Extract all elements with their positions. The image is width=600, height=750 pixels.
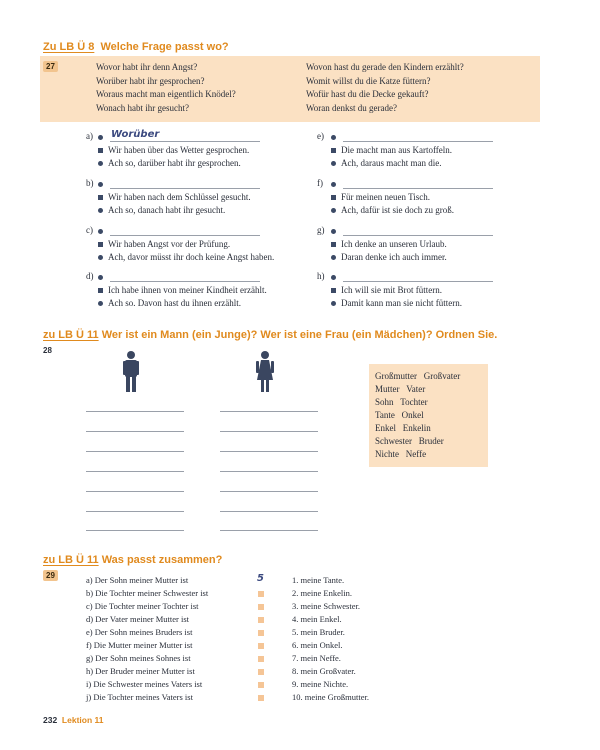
circle-text: Ach so, danach habt ihr gesucht. [108,205,226,215]
word-row [375,436,444,446]
word: Großvater [423,371,461,381]
circle-bullet-icon [331,301,336,306]
phrase: b) Die Tochter meiner Schwester ist [86,588,209,598]
ex29-title: Was passt zusammen? [101,554,223,566]
option: 3. meine Schwester. [292,601,360,611]
option: 7. mein Neffe. [292,653,341,663]
square-line [331,284,442,296]
square-line [331,144,452,156]
circle-line [331,251,447,263]
word: Vater [406,384,426,394]
circle-line [331,297,462,309]
square-text: Die macht man aus Kartoffeln. [341,145,453,155]
square-bullet-icon [331,148,336,153]
woman-answer-line[interactable] [220,451,318,452]
ex29-number-badge: 29 [43,570,58,581]
answer-box[interactable] [258,656,264,662]
woman-answer-line[interactable] [220,411,318,412]
circle-bullet-icon [331,182,336,187]
item-letter: c) [86,225,93,235]
answer-line[interactable] [343,188,493,189]
circle-text: Ach, dafür ist sie doch zu groß. [341,205,454,215]
ex29-header [43,554,222,566]
woman-answer-line[interactable] [220,491,318,492]
item-letter: e) [317,131,324,141]
question: Wonach habt ihr gesucht? [96,102,189,113]
square-line [98,284,267,296]
item-letter: g) [317,225,325,235]
circle-bullet-icon [98,275,103,280]
man-answer-line[interactable] [86,530,184,531]
man-answer-line[interactable] [86,511,184,512]
question: Wofür hast du die Decke gekauft? [306,89,429,99]
circle-bullet-icon [98,182,103,187]
ex27-questions-right [306,61,464,115]
square-text: Wir haben Angst vor der Prüfung. [108,239,231,249]
ex28-ref: zu LB Ü 11 [43,329,99,341]
item-letter: f) [317,178,323,188]
option: 6. mein Onkel. [292,640,343,650]
circle-bullet-icon [98,135,103,140]
phrase: c) Die Tochter meiner Tochter ist [86,601,199,611]
circle-text: Ach so, darüber habt ihr gesprochen. [108,158,241,168]
phrase: f) Die Mutter meiner Mutter ist [86,640,193,650]
ex28-title: Wer ist ein Mann (ein Junge)? Wer ist eine Frau (ein Mädchen)? Ordnen Sie. [101,329,498,341]
circle-line [331,157,441,169]
question: Woraus macht man eigentlich Knödel? [96,89,236,99]
square-bullet-icon [331,288,336,293]
word: Großmutter [375,371,417,381]
woman-answer-line[interactable] [220,431,318,432]
option: 9. meine Nichte. [292,679,349,689]
answer-box[interactable] [258,630,264,636]
answer-line[interactable] [343,281,493,282]
square-text: Ich denke an unseren Urlaub. [341,239,447,249]
lesson-label: Lektion 11 [61,715,104,725]
circle-bullet-icon [98,161,103,166]
circle-bullet-icon [331,229,336,234]
word-row [375,449,426,459]
circle-bullet-icon [98,208,103,213]
phrase: g) Der Sohn meines Sohnes ist [86,653,191,663]
answer-line[interactable] [343,141,493,142]
square-bullet-icon [331,195,336,200]
woman-answer-line[interactable] [220,471,318,472]
square-bullet-icon [98,242,103,247]
phrase: j) Die Tochter meines Vaters ist [86,692,193,702]
square-bullet-icon [98,288,103,293]
word: Neffe [405,449,427,459]
word: Tante [375,410,395,420]
ex27-ref: Zu LB Ü 8 [43,41,95,53]
square-line [331,191,430,203]
answer-line[interactable] [110,281,260,282]
word: Onkel [401,410,424,420]
square-line [331,238,447,250]
square-bullet-icon [98,148,103,153]
phrase: d) Der Vater meiner Mutter ist [86,614,189,624]
option: 5. mein Bruder. [292,627,345,637]
ex29-ref: zu LB Ü 11 [43,554,99,566]
word: Enkelin [402,423,431,433]
word: Mutter [375,384,400,394]
word-row [375,384,425,394]
square-text: Für meinen neuen Tisch. [341,192,430,202]
circle-bullet-icon [98,255,103,260]
square-line [98,191,251,203]
man-figure-icon [120,350,142,394]
circle-bullet-icon [331,161,336,166]
item-letter: a) [86,131,93,141]
phrase: h) Der Bruder meiner Mutter ist [86,666,195,676]
answer-line[interactable] [110,188,260,189]
answer-line[interactable] [343,235,493,236]
circle-bullet-icon [331,135,336,140]
woman-answer-line[interactable] [220,530,318,531]
square-text: Wir haben nach dem Schlüssel gesucht. [108,192,251,202]
option: 4. mein Enkel. [292,614,342,624]
question: Womit willst du die Katze füttern? [306,75,431,86]
question: Wovor habt ihr denn Angst? [96,62,198,72]
ex28-number: 28 [43,346,52,355]
ex27-questions-left [96,61,236,115]
item-letter: b) [86,178,94,188]
circle-bullet-icon [331,208,336,213]
word-row [375,397,428,407]
question: Wovon hast du gerade den Kindern erzählt? [306,62,464,72]
page-number: 232 [43,715,58,725]
word: Bruder [418,436,444,446]
word: Tochter [400,397,428,407]
answer-line[interactable] [110,235,260,236]
circle-line [98,297,241,309]
circle-text: Ach so. Davon hast du ihnen erzählt. [108,298,241,308]
phrase: a) Der Sohn meiner Mutter ist [86,575,189,585]
circle-text: Ach, davor müsst ihr doch keine Angst haben. [108,252,275,262]
answer-box[interactable] [258,682,264,688]
square-text: Wir haben über das Wetter gesprochen. [108,145,250,155]
option: 10. meine Großmutter. [292,692,369,702]
ex28-header [43,329,497,341]
ex27-number-badge: 27 [43,61,58,72]
square-bullet-icon [331,242,336,247]
square-text: Ich will sie mit Brot füttern. [341,285,442,295]
circle-text: Daran denke ich auch immer. [341,252,447,262]
answer-box[interactable] [258,643,264,649]
woman-figure-icon [254,350,276,394]
circle-line [98,157,241,169]
man-answer-line[interactable] [86,411,184,412]
square-bullet-icon [98,195,103,200]
answer-box[interactable] [258,591,264,597]
ex27-title: Welche Frage passt wo? [100,41,229,53]
square-line [98,238,230,250]
item-letter: d) [86,271,94,281]
word-row [375,371,460,381]
phrase: e) Der Sohn meines Bruders ist [86,627,193,637]
circle-bullet-icon [98,229,103,234]
answer-line[interactable] [110,141,260,142]
answer-text: Worüber [111,129,160,140]
word: Nichte [375,449,399,459]
answer-box[interactable] [258,669,264,675]
page-footer [43,715,104,725]
answer-mark[interactable]: 5 [257,573,264,584]
question: Worüber habt ihr gesprochen? [96,75,205,86]
circle-text: Ach, daraus macht man die. [341,158,442,168]
question: Woran denkst du gerade? [306,102,397,113]
answer-box[interactable] [258,617,264,623]
item-letter: h) [317,271,325,281]
man-answer-line[interactable] [86,471,184,472]
option: 2. meine Enkelin. [292,588,352,598]
circle-text: Damit kann man sie nicht füttern. [341,298,462,308]
answer-box[interactable] [258,695,264,701]
square-line [98,144,249,156]
answer-box[interactable] [258,604,264,610]
man-answer-line[interactable] [86,451,184,452]
phrase: i) Die Schwester meines Vaters ist [86,679,203,689]
option: 1. meine Tante. [292,575,345,585]
circle-line [98,204,225,216]
square-text: Ich habe ihnen von meiner Kindheit erzählt. [108,285,267,295]
circle-line [98,251,274,263]
woman-answer-line[interactable] [220,511,318,512]
man-answer-line[interactable] [86,431,184,432]
word-row [375,410,424,420]
circle-line [331,204,454,216]
circle-bullet-icon [331,275,336,280]
circle-bullet-icon [98,301,103,306]
man-answer-line[interactable] [86,491,184,492]
word: Enkel [375,423,396,433]
circle-bullet-icon [331,255,336,260]
word: Sohn [375,397,394,407]
ex27-header [43,41,229,53]
option: 8. mein Großvater. [292,666,356,676]
word: Schwester [375,436,412,446]
word-row [375,423,431,433]
